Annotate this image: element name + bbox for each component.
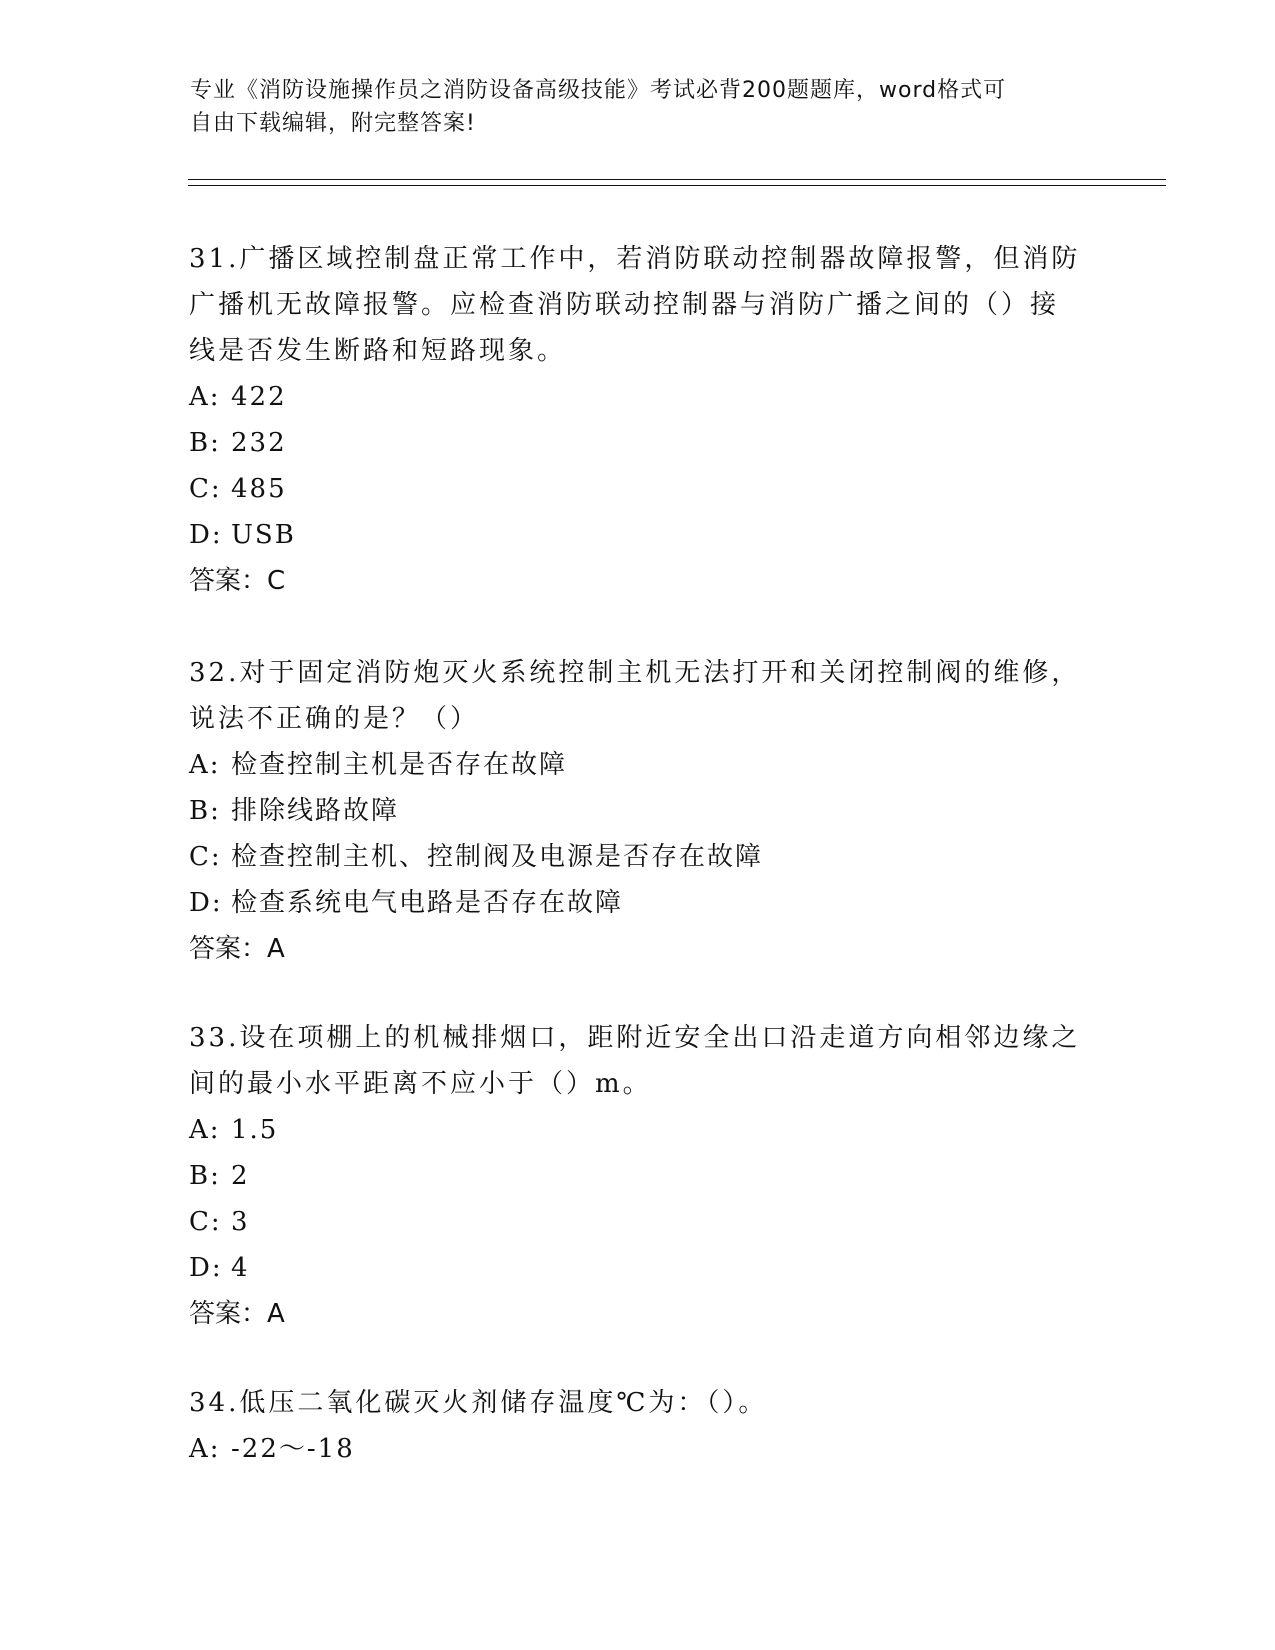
question-stem-line: 32.对于固定消防炮灭火系统控制主机无法打开和关闭控制阀的维修， bbox=[189, 658, 1081, 688]
option-c bbox=[189, 466, 1089, 512]
question-stem-line: 广播机无故障报警。应检查消防联动控制器与消防广播之间的（）接 bbox=[189, 290, 1060, 320]
question-stem-line: 34.低压二氧化碳灭火剂储存温度℃为：（）。 bbox=[189, 1388, 768, 1418]
question-33 bbox=[189, 1015, 1089, 1337]
option-key: D: bbox=[189, 888, 223, 918]
option-c bbox=[189, 1199, 1089, 1245]
option-text: USB bbox=[231, 520, 296, 550]
option-a bbox=[189, 1107, 1089, 1153]
option-text: 485 bbox=[231, 474, 287, 504]
option-d bbox=[189, 512, 1089, 558]
header-line-2: 自由下载编辑，附完整答案! bbox=[190, 111, 476, 136]
header-divider-bottom bbox=[188, 185, 1166, 186]
question-stem-line: 间的最小水平距离不应小于（）m。 bbox=[189, 1069, 652, 1099]
option-key: B: bbox=[189, 1161, 221, 1191]
option-key: A: bbox=[189, 750, 221, 780]
option-d bbox=[189, 880, 1089, 926]
option-text: 3 bbox=[231, 1207, 250, 1237]
question-stem-line: 说法不正确的是？（） bbox=[189, 704, 480, 734]
option-text: 检查系统电气电路是否存在故障 bbox=[231, 888, 624, 918]
option-b bbox=[189, 788, 1089, 834]
answer: 答案：A bbox=[189, 934, 285, 964]
option-text: 1.5 bbox=[231, 1115, 279, 1145]
option-text: 检查控制主机、控制阀及电源是否存在故障 bbox=[231, 842, 764, 872]
option-text: 4 bbox=[231, 1253, 250, 1283]
option-text: 2 bbox=[231, 1161, 250, 1191]
question-31 bbox=[189, 236, 1089, 604]
option-b bbox=[189, 420, 1089, 466]
question-stem-line: 线是否发生断路和短路现象。 bbox=[189, 336, 567, 366]
answer: 答案：C bbox=[189, 566, 286, 596]
option-key: D: bbox=[189, 520, 223, 550]
option-key: C: bbox=[189, 842, 222, 872]
option-c bbox=[189, 834, 1089, 880]
option-key: C: bbox=[189, 474, 222, 504]
document-header bbox=[190, 74, 1090, 140]
option-key: C: bbox=[189, 1207, 222, 1237]
option-key: B: bbox=[189, 428, 221, 458]
option-b bbox=[189, 1153, 1089, 1199]
option-a bbox=[189, 374, 1089, 420]
option-text: 检查控制主机是否存在故障 bbox=[231, 750, 568, 780]
header-divider-top bbox=[188, 179, 1166, 180]
option-key: D: bbox=[189, 1253, 223, 1283]
option-key: B: bbox=[189, 796, 221, 826]
option-text: 232 bbox=[231, 428, 287, 458]
question-stem-line: 33.设在项棚上的机械排烟口，距附近安全出口沿走道方向相邻边缘之 bbox=[189, 1023, 1081, 1053]
option-key: A: bbox=[189, 382, 221, 412]
answer: 答案：A bbox=[189, 1299, 285, 1329]
option-text: 422 bbox=[231, 382, 287, 412]
question-32 bbox=[189, 650, 1089, 972]
option-key: A: bbox=[189, 1115, 221, 1145]
option-d bbox=[189, 1245, 1089, 1291]
question-stem-line: 31.广播区域控制盘正常工作中，若消防联动控制器故障报警，但消防 bbox=[189, 244, 1081, 274]
option-a bbox=[189, 1426, 1089, 1472]
option-key: A: bbox=[189, 1434, 221, 1464]
header-line-1: 专业《消防设施操作员之消防设备高级技能》考试必背200题题库，word格式可 bbox=[190, 78, 1007, 103]
option-text: -22～-18 bbox=[231, 1434, 355, 1464]
question-34 bbox=[189, 1380, 1089, 1472]
option-text: 排除线路故障 bbox=[231, 796, 400, 826]
option-a bbox=[189, 742, 1089, 788]
